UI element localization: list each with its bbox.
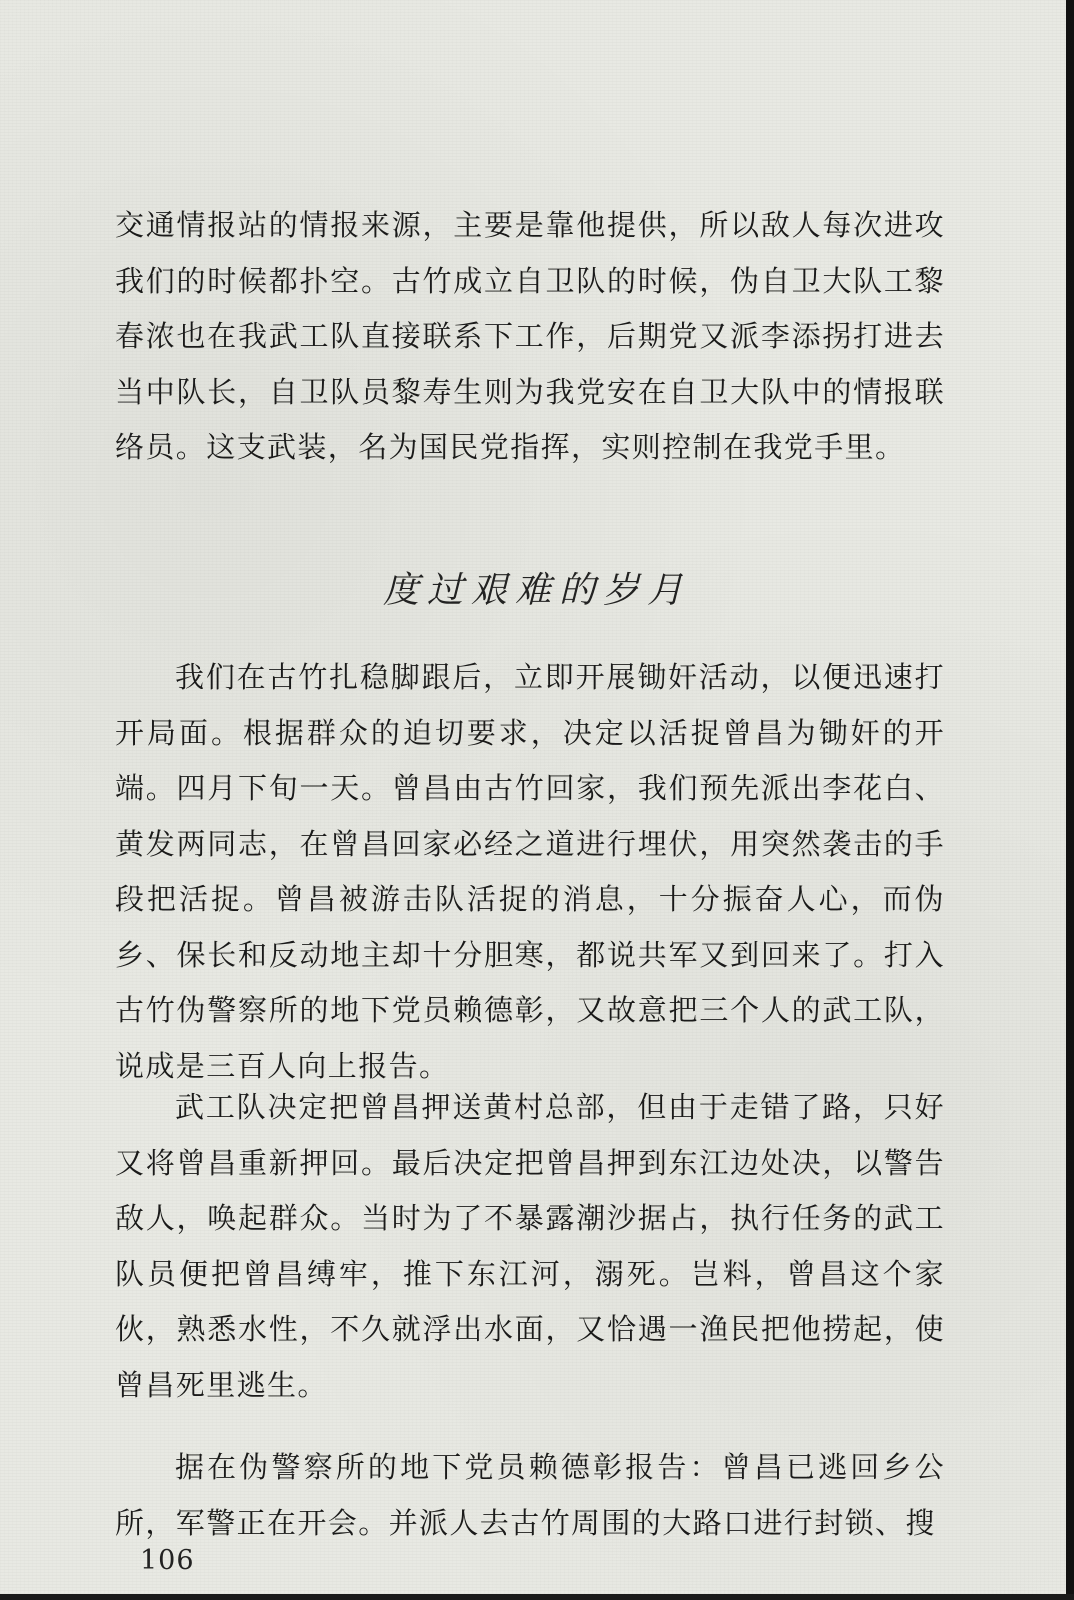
paragraph-2: 我们在古竹扎稳脚跟后，立即开展锄奸活动，以便迅速打开局面。根据群众的迫切要求，决定以活捉曾昌为锄奸的开端。四月下旬一天。曾昌由古竹回家，我们预先派出李花白、黄发两同志，在曾昌回家必经之道进行埋伏，用突然袭击的手段把活捉。曾昌被游击队活捉的消息，十分振奋人心，而伪乡、保长和反动地主却十分胆寒，都说共军又到回来了。打入古竹伪警察所的地下党员赖德彰，又故意把三个人的武工队，说成是三百人向上报告。 [115, 660, 945, 1083]
paragraph-3: 武工队决定把曾昌押送黄村总部，但由于走错了路，只好又将曾昌重新押回。最后决定把曾昌押到东江边处决，以警告敌人，唤起群众。当时为了不暴露潮沙据占，执行任务的武工队员便把曾昌缚牢，推下东江河，溺死。岂料，曾昌这个家伙，熟悉水性，不久就浮出水面，又恰遇一渔民把他捞起，使曾昌死里逃生。 [115, 1090, 945, 1402]
scan-edge-bottom [0, 1594, 1074, 1600]
paragraph-4: 据在伪警察所的地下党员赖德彰报告：曾昌已逃回乡公所，军警正在开会。并派人去古竹周围的大路口进行封锁、搜 [115, 1450, 945, 1540]
section-heading: 度过艰难的岁月 [382, 570, 691, 611]
scan-edge-right [1066, 0, 1074, 1600]
paragraph-1: 交通情报站的情报来源，主要是靠他提供，所以敌人每次进攻我们的时候都扑空。古竹成立自卫队的时候，伪自卫大队工黎春浓也在我武工队直接联系下工作，后期党又派李添拐打进去当中队长，自卫队员黎寿生则为我党安在自卫大队中的情报联络员。这支武装，名为国民党指挥，实则控制在我党手里。 [115, 208, 945, 464]
page-number: 106 [140, 1545, 195, 1576]
